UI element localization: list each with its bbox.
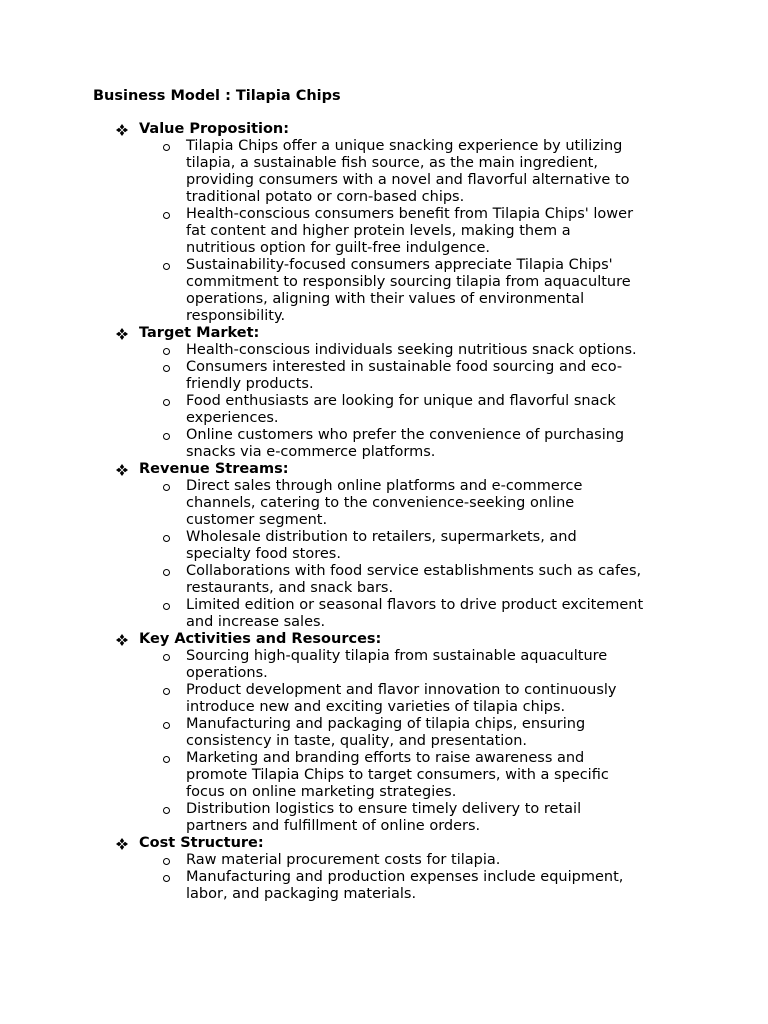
list-item (116, 529, 686, 563)
bullet-list (116, 342, 716, 461)
circle-bullet-icon (163, 212, 170, 219)
bullet-list (116, 852, 716, 903)
list-item-line: promote Tilapia Chips to target consumers, with a specific (186, 767, 609, 783)
section (116, 835, 716, 903)
document-title: Business Model : Tilapia Chips (93, 88, 341, 104)
circle-bullet-icon (163, 858, 170, 865)
list-item-line: focus on online marketing strategies. (186, 784, 457, 800)
circle-bullet-icon (163, 807, 170, 814)
list-item (116, 478, 686, 529)
section (116, 325, 716, 461)
list-item-line: Sourcing high-quality tilapia from sustainable aquaculture (186, 648, 608, 664)
list-item-line: Health-conscious individuals seeking nutritious snack options. (186, 342, 637, 358)
circle-bullet-icon (163, 688, 170, 695)
list-item-line: providing consumers with a novel and flavorful alternative to (186, 172, 630, 188)
circle-bullet-icon (163, 756, 170, 763)
list-item-line: experiences. (186, 410, 279, 426)
circle-bullet-icon (163, 603, 170, 610)
list-item (116, 359, 686, 393)
list-item-line: consistency in taste, quality, and presentation. (186, 733, 528, 749)
list-item-line: introduce new and exciting varieties of tilapia chips. (186, 699, 566, 715)
list-item-line: traditional potato or corn-based chips. (186, 189, 465, 205)
section-heading: Revenue Streams: (139, 461, 289, 477)
section (116, 121, 716, 325)
section-heading-row (116, 631, 716, 648)
circle-bullet-icon (163, 875, 170, 882)
circle-bullet-icon (163, 348, 170, 355)
list-item (116, 716, 686, 750)
list-item-line: operations. (186, 665, 268, 681)
list-item-line: Raw material procurement costs for tilapia. (186, 852, 501, 868)
list-item-line: restaurants, and snack bars. (186, 580, 394, 596)
section-heading: Cost Structure: (139, 835, 264, 851)
list-item-line: Collaborations with food service establishments such as cafes, (186, 563, 642, 579)
list-item-line: Health-conscious consumers benefit from Tilapia Chips' lower (186, 206, 634, 222)
diamond-bullet-icon (116, 124, 128, 136)
list-item-line: Food enthusiasts are looking for unique and flavorful snack (186, 393, 616, 409)
list-item-line: Online customers who prefer the convenience of purchasing (186, 427, 625, 443)
list-item-line: Manufacturing and production expenses include equipment, (186, 869, 624, 885)
list-item-line: Marketing and branding efforts to raise awareness and (186, 750, 585, 766)
list-item-line: Distribution logistics to ensure timely delivery to retail (186, 801, 582, 817)
list-item-line: nutritious option for guilt-free indulgence. (186, 240, 491, 256)
section (116, 461, 716, 631)
circle-bullet-icon (163, 263, 170, 270)
circle-bullet-icon (163, 484, 170, 491)
circle-bullet-icon (163, 399, 170, 406)
section-heading: Target Market: (139, 325, 260, 341)
list-item (116, 801, 686, 835)
list-item-line: responsibility. (186, 308, 286, 324)
list-item-line: snacks via e-commerce platforms. (186, 444, 436, 460)
list-item-line: Sustainability-focused consumers appreciate Tilapia Chips' (186, 257, 613, 273)
list-item-line: friendly products. (186, 376, 314, 392)
list-item (116, 682, 686, 716)
list-item (116, 869, 686, 903)
section-heading: Key Activities and Resources: (139, 631, 382, 647)
diamond-bullet-icon (116, 634, 128, 646)
section (116, 631, 716, 835)
list-item-line: Manufacturing and packaging of tilapia chips, ensuring (186, 716, 586, 732)
list-item-line: Limited edition or seasonal flavors to drive product excitement (186, 597, 644, 613)
list-item-line: specialty food stores. (186, 546, 341, 562)
diamond-bullet-icon (116, 464, 128, 476)
circle-bullet-icon (163, 535, 170, 542)
bullet-list (116, 138, 716, 325)
list-item (116, 206, 686, 257)
section-heading-row (116, 325, 716, 342)
list-item-line: fat content and higher protein levels, making them a (186, 223, 571, 239)
circle-bullet-icon (163, 144, 170, 151)
list-item (116, 563, 686, 597)
list-item-line: operations, aligning with their values of environmental (186, 291, 585, 307)
bullet-list (116, 648, 716, 835)
list-item (116, 342, 686, 359)
list-item-line: and increase sales. (186, 614, 326, 630)
list-item (116, 597, 686, 631)
circle-bullet-icon (163, 433, 170, 440)
list-item (116, 648, 686, 682)
list-item-line: Product development and flavor innovation to continuously (186, 682, 617, 698)
section-heading: Value Proposition: (139, 121, 290, 137)
circle-bullet-icon (163, 722, 170, 729)
list-item (116, 852, 686, 869)
circle-bullet-icon (163, 569, 170, 576)
list-item-line: labor, and packaging materials. (186, 886, 417, 902)
diamond-bullet-icon (116, 838, 128, 850)
list-item-line: Tilapia Chips offer a unique snacking experience by utilizing (186, 138, 623, 154)
list-item-line: tilapia, a sustainable fish source, as the main ingredient, (186, 155, 598, 171)
section-heading-row (116, 121, 716, 138)
list-item-line: commitment to responsibly sourcing tilapia from aquaculture (186, 274, 631, 290)
list-item (116, 257, 686, 325)
list-item (116, 750, 686, 801)
diamond-bullet-icon (116, 328, 128, 340)
list-item-line: customer segment. (186, 512, 328, 528)
section-heading-row (116, 835, 716, 852)
list-item-line: Consumers interested in sustainable food sourcing and eco- (186, 359, 623, 375)
list-item-line: channels, catering to the convenience-seeking online (186, 495, 575, 511)
list-item (116, 138, 686, 206)
list-item (116, 427, 686, 461)
list-item-line: Direct sales through online platforms and e-commerce (186, 478, 583, 494)
list-item-line: partners and fulfillment of online orders. (186, 818, 481, 834)
circle-bullet-icon (163, 365, 170, 372)
list-item (116, 393, 686, 427)
list-item-line: Wholesale distribution to retailers, supermarkets, and (186, 529, 577, 545)
section-list (116, 121, 716, 903)
circle-bullet-icon (163, 654, 170, 661)
bullet-list (116, 478, 716, 631)
section-heading-row (116, 461, 716, 478)
